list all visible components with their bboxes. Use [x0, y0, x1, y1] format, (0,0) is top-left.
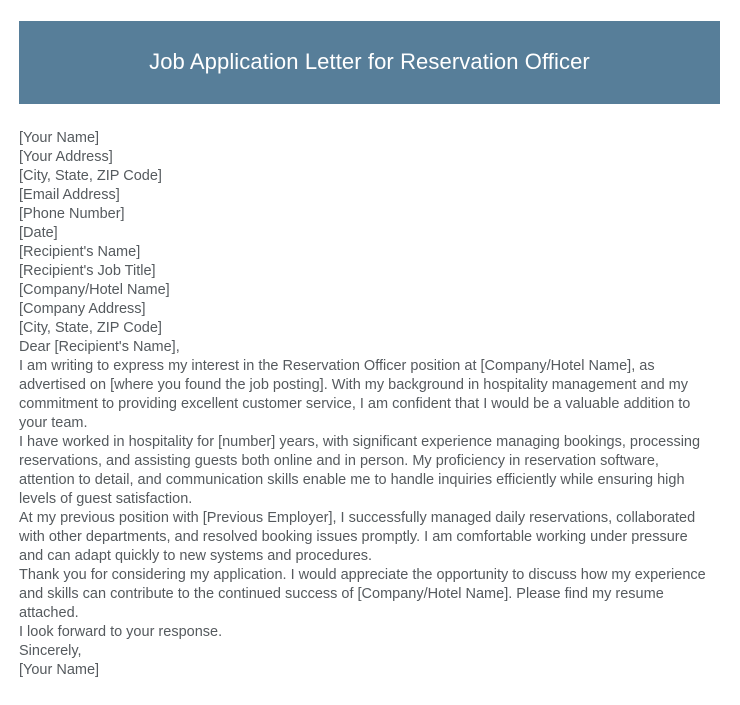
recipient-job-title-line: [Recipient's Job Title]	[19, 263, 156, 279]
body-paragraph-4: Thank you for considering my application. I would appreciate the opportunity to discuss how my experience and skills can contribute to the continued success of [Company/Hotel Name]. Please find my resume attached.	[19, 567, 706, 621]
sender-address-line: [Your Address]	[19, 149, 113, 165]
salutation-line: Dear [Recipient's Name],	[19, 339, 180, 355]
date-line: [Date]	[19, 225, 58, 241]
body-paragraph-1: I am writing to express my interest in the Reservation Officer position at [Company/Hotel Name], as advertised on [where you found the job posting]. With my background in hospitality management and my commitment to providing excellent customer service, I am confident that I would be a valuable addition to your team.	[19, 358, 691, 431]
sender-name-line: [Your Name]	[19, 130, 100, 146]
recipient-company-line: [Company/Hotel Name]	[19, 282, 170, 298]
body-paragraph-2: I have worked in hospitality for [number] years, with significant experience managing bookings, processing reservations, and assisting guests both online and in person. My proficiency in reservation software, attention to detail, and communication skills enable me to handle inquiries efficiently while ensuring high levels of guest satisfaction.	[19, 434, 701, 507]
recipient-address-line: [Company Address]	[19, 301, 146, 317]
body-paragraph-3: At my previous position with [Previous Employer], I successfully managed daily reservations, collaborated with other departments, and resolved booking issues promptly. I am comfortable working under pressure and can adapt quickly to new systems and procedures.	[19, 510, 696, 564]
page-title: Job Application Letter for Reservation Officer	[149, 49, 590, 75]
closing-line: Sincerely,	[19, 643, 82, 659]
signature-line: [Your Name]	[19, 662, 100, 678]
recipient-name-line: [Recipient's Name]	[19, 244, 141, 260]
sender-email-line: [Email Address]	[19, 187, 120, 203]
letter-header-banner	[19, 21, 720, 104]
body-paragraph-5: I look forward to your response.	[19, 624, 223, 640]
sender-city-state-zip-line: [City, State, ZIP Code]	[19, 168, 162, 184]
sender-phone-line: [Phone Number]	[19, 206, 125, 222]
letter-body	[19, 129, 713, 680]
recipient-city-state-zip-line: [City, State, ZIP Code]	[19, 320, 162, 336]
